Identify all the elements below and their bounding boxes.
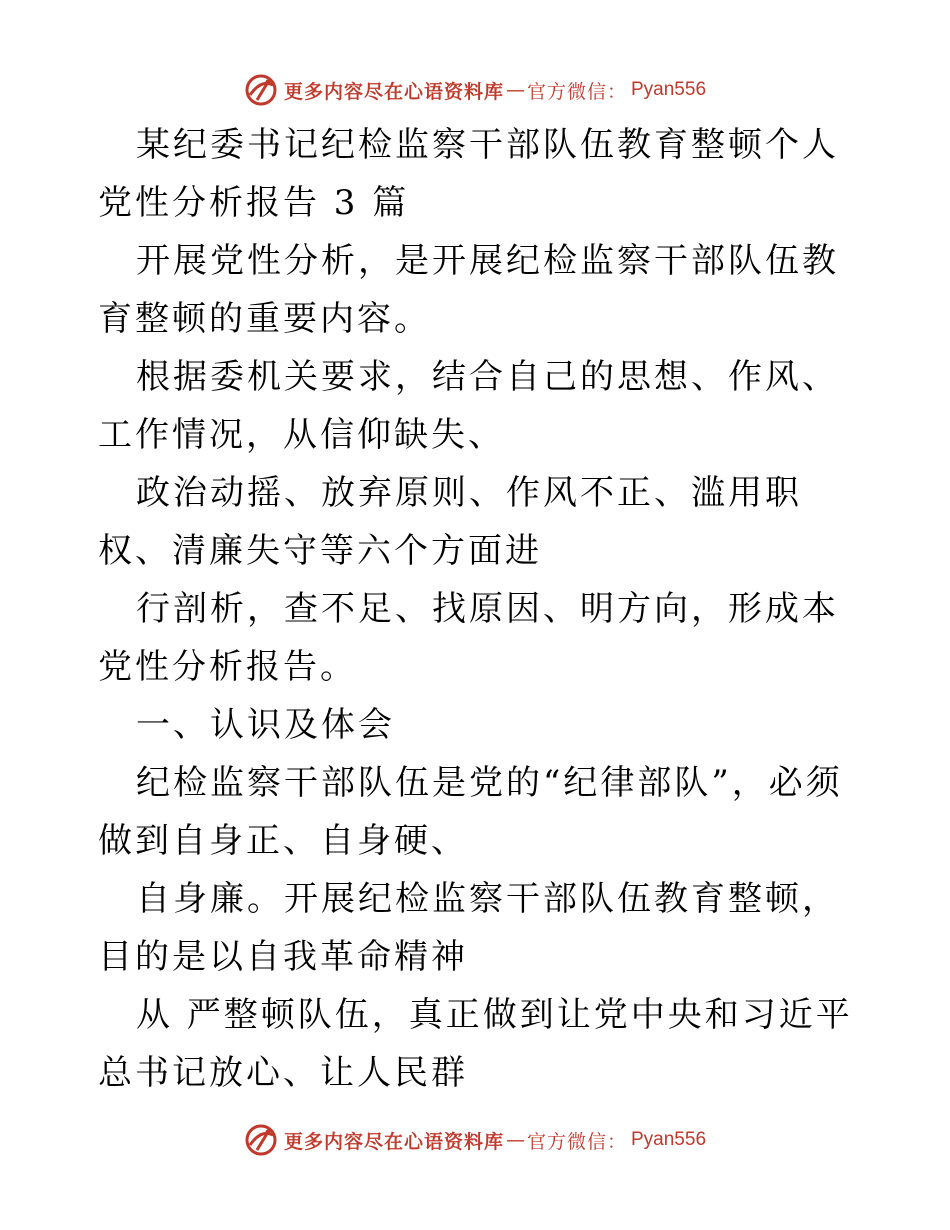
- banner-text: 更多内容尽在心语资料库: [283, 1130, 504, 1153]
- paragraph: 开展党性分析，是开展纪检监察干部队伍教育整顿的重要内容。: [98, 241, 839, 339]
- footer-banner: [0, 1118, 950, 1162]
- paragraph: 行剖析，查不足、找原因、明方向，形成本党性分析报告。: [98, 589, 839, 687]
- banner-wechat-label: 官方微信：: [526, 1130, 627, 1153]
- banner-text: 更多内容尽在心语资料库: [283, 80, 504, 103]
- document-title: 某纪委书记纪检监察干部队伍教育整顿个人党性分析报告 3 篇: [98, 125, 839, 223]
- document-body: [98, 116, 858, 1102]
- paragraph: 政治动摇、放弃原则、作风不正、滥用职权、清廉失守等六个方面进: [98, 473, 802, 571]
- paragraph: 纪检监察干部队伍是党的“纪律部队”，必须做到自身正、自身硬、: [98, 763, 843, 861]
- section-heading: 一、认识及体会: [136, 705, 395, 745]
- brand-logo-icon: [244, 73, 278, 107]
- banner-wechat-label: 官方微信：: [526, 80, 627, 103]
- paragraph: 从 严整顿队伍，真正做到让党中央和习近平总书记放心、让人民群: [98, 995, 853, 1093]
- brand-logo-icon: [244, 1123, 278, 1157]
- banner-wechat-id: Pyan556: [631, 1129, 707, 1150]
- banner-separator: —: [505, 1129, 525, 1151]
- header-banner: [0, 68, 950, 112]
- paragraph: 自身廉。开展纪检监察干部队伍教育整顿，目的是以自我革命精神: [98, 879, 839, 977]
- banner-separator: —: [505, 79, 525, 101]
- paragraph: 根据委机关要求，结合自己的思想、作风、工作情况，从信仰缺失、: [98, 357, 839, 455]
- banner-wechat-id: Pyan556: [631, 79, 707, 100]
